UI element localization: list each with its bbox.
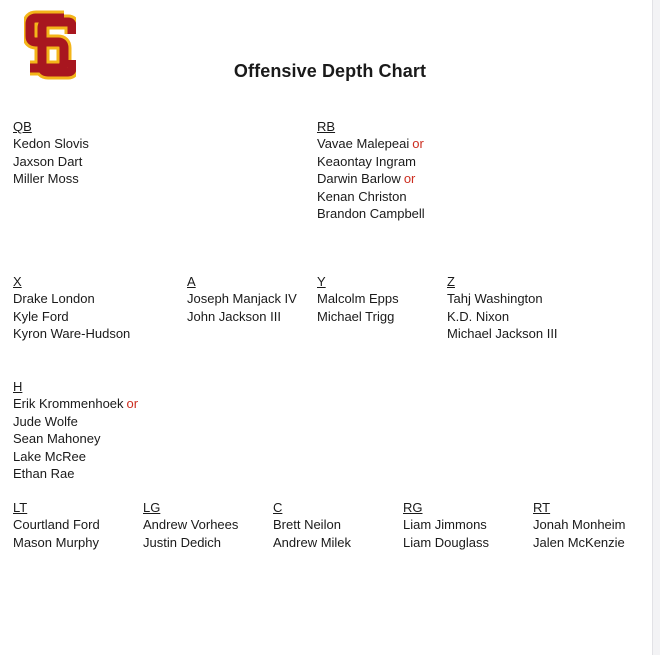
or-marker: or: [403, 171, 416, 187]
page-title: Offensive Depth Chart: [233, 61, 427, 81]
position-group-h: [13, 378, 138, 482]
player-name: [317, 308, 399, 325]
or-marker: or: [126, 396, 139, 412]
player-name-text: Lake McRee: [13, 448, 86, 464]
player-name: [317, 290, 399, 307]
player-name: [13, 413, 138, 430]
player-name: [143, 516, 238, 533]
player-name: [317, 170, 425, 187]
player-name-text: John Jackson III: [187, 308, 281, 324]
player-name: [447, 325, 558, 342]
or-marker: or: [412, 136, 424, 152]
player-name: [317, 205, 425, 222]
player-name: [13, 448, 138, 465]
player-name-text: Jaxson Dart: [13, 153, 83, 169]
player-name-text: Andrew Milek: [273, 534, 352, 550]
position-label: Y: [317, 274, 326, 289]
player-name-text: Jonah Monheim: [533, 517, 626, 533]
player-name-text: Keaontay Ingram: [317, 153, 417, 169]
player-name: [447, 308, 558, 325]
position-group-rt: [533, 499, 626, 551]
player-name: [403, 516, 489, 533]
player-name: [317, 153, 425, 170]
player-name: [533, 534, 626, 551]
position-label: RG: [403, 500, 423, 515]
position-group-x: [13, 273, 130, 343]
player-name-text: Liam Jimmons: [403, 517, 487, 533]
position-label: RB: [317, 119, 336, 134]
player-name-text: Brandon Campbell: [317, 206, 425, 222]
player-name: [13, 325, 130, 342]
player-name-text: Joseph Manjack IV: [187, 291, 297, 307]
player-name-text: Ethan Rae: [13, 466, 75, 482]
player-name: [403, 534, 489, 551]
player-name-text: Drake London: [13, 291, 95, 307]
position-group-rg: [403, 499, 489, 551]
player-name-text: Justin Dedich: [143, 534, 222, 550]
player-name-text: Vavae Malepeai: [317, 136, 410, 152]
position-label: H: [13, 379, 23, 394]
player-name-text: Brett Neilon: [273, 517, 341, 533]
position-label: LG: [143, 500, 161, 515]
player-name-text: Mason Murphy: [13, 534, 99, 550]
position-group-z: [447, 273, 558, 343]
player-name-text: Miller Moss: [13, 171, 79, 187]
player-name: [13, 135, 89, 152]
player-name-text: K.D. Nixon: [447, 308, 510, 324]
position-group-a: [187, 273, 297, 325]
player-name-text: Sean Mahoney: [13, 431, 101, 447]
player-name-text: Michael Jackson III: [447, 326, 558, 342]
position-label: LT: [13, 500, 28, 515]
player-name: [187, 290, 297, 307]
position-group-rb: [317, 118, 425, 222]
player-name: [273, 534, 351, 551]
player-name: [13, 395, 138, 412]
position-label: A: [187, 274, 196, 289]
player-name: [13, 170, 89, 187]
player-name: [447, 290, 558, 307]
player-name-text: Andrew Vorhees: [143, 517, 239, 533]
player-name-text: Erik Krommenhoek: [13, 396, 124, 412]
player-name: [143, 534, 238, 551]
player-name: [317, 188, 425, 205]
player-name-text: Kenan Christon: [317, 188, 407, 204]
position-group-lt: [13, 499, 100, 551]
player-name: [13, 153, 89, 170]
player-name-text: Tahj Washington: [447, 291, 543, 307]
player-name-text: Michael Trigg: [317, 308, 395, 324]
player-name-text: Kyle Ford: [13, 308, 69, 324]
player-name: [13, 534, 100, 551]
player-name-text: Kyron Ware-Hudson: [13, 326, 131, 342]
player-name-text: Jude Wolfe: [13, 413, 78, 429]
player-name: [13, 516, 100, 533]
position-group-y: [317, 273, 399, 325]
position-group-lg: [143, 499, 238, 551]
player-name: [13, 290, 130, 307]
player-name: [13, 430, 138, 447]
position-group-c: [273, 499, 351, 551]
player-name: [317, 135, 425, 152]
player-name-text: Jalen McKenzie: [533, 534, 625, 550]
player-name-text: Courtland Ford: [13, 517, 100, 533]
position-label: RT: [533, 500, 551, 515]
player-name-text: Liam Douglass: [403, 534, 489, 550]
player-name: [273, 516, 351, 533]
player-name: [13, 308, 130, 325]
player-name-text: Darwin Barlow: [317, 171, 401, 187]
position-group-qb: [13, 118, 89, 188]
player-name-text: Malcolm Epps: [317, 291, 399, 307]
position-label: QB: [13, 119, 32, 134]
position-label: X: [13, 274, 22, 289]
player-name: [533, 516, 626, 533]
player-name: [187, 308, 297, 325]
player-name: [13, 465, 138, 482]
position-label: Z: [447, 274, 455, 289]
position-label: C: [273, 500, 283, 515]
player-name-text: Kedon Slovis: [13, 136, 89, 152]
